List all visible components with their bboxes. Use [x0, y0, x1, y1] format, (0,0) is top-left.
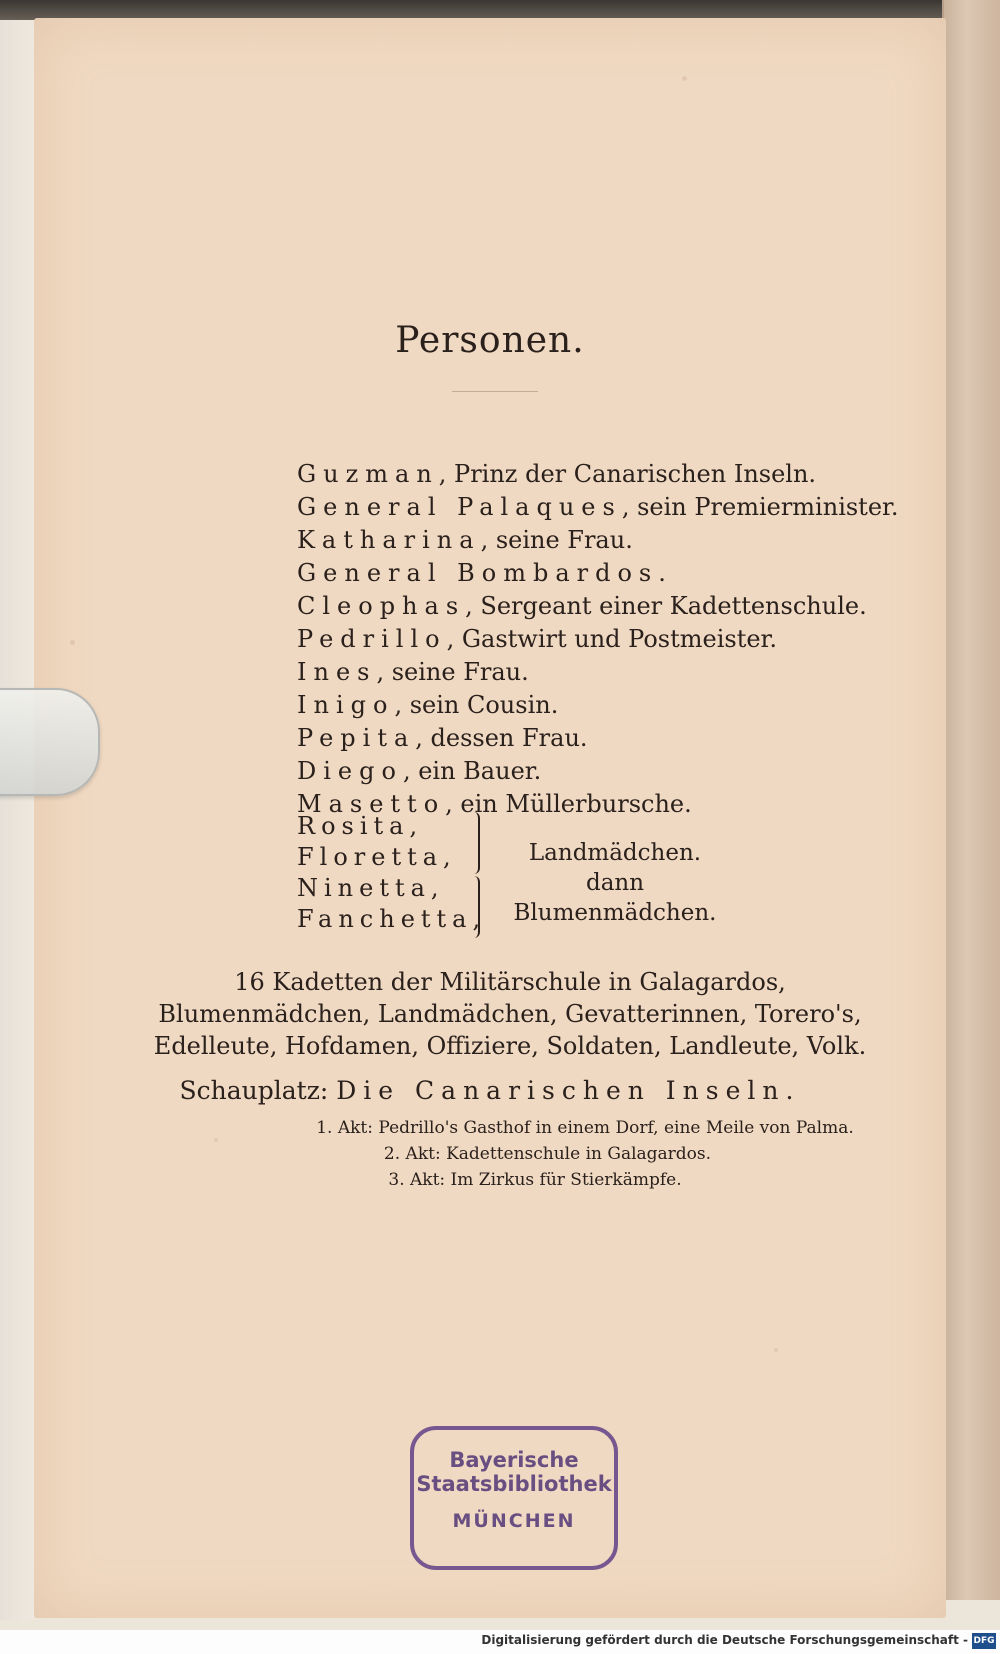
cast-entry — [297, 460, 816, 488]
character-name: Ines — [297, 658, 377, 686]
character-name: Masetto — [297, 790, 446, 818]
title-rule — [452, 391, 538, 392]
scene-line — [34, 1076, 946, 1105]
character-name: Inigo — [297, 691, 395, 719]
character-name: Cleophas — [297, 592, 466, 620]
cast-entry — [297, 526, 633, 554]
act-line: 3. Akt: Im Zirkus für Stierkämpfe. — [388, 1170, 682, 1190]
library-stamp — [410, 1426, 618, 1570]
character-role: , Sergeant einer Kadettenschule. — [465, 592, 867, 620]
character-role: , sein Premierminister. — [621, 493, 899, 521]
previous-page-edge — [0, 20, 36, 1620]
acts-list — [34, 1115, 946, 1193]
character-role: , seine Frau. — [376, 658, 529, 686]
character-name: Ninetta, — [297, 874, 445, 902]
scene-text: Die Canarischen Inseln. — [336, 1076, 801, 1105]
character-group — [297, 812, 486, 936]
page-content — [34, 18, 946, 1618]
cast-entry — [297, 625, 777, 653]
character-name: Diego — [297, 757, 403, 785]
character-role: , Prinz der Canarischen Inseln. — [438, 460, 817, 488]
dfg-logo: DFG — [972, 1633, 996, 1649]
group-role-line: Landmädchen. — [528, 840, 702, 866]
group-role — [510, 838, 720, 928]
cast-entry — [297, 658, 529, 686]
cast-entry — [297, 724, 588, 752]
character-role: . — [658, 559, 666, 587]
character-name: Rosita, — [297, 812, 424, 840]
act-line: 1. Akt: Pedrillo's Gasthof in einem Dorf, eine Meile von Palma. — [316, 1118, 854, 1138]
group-brace — [468, 812, 480, 874]
character-name: Pedrillo — [297, 625, 447, 653]
character-name: Guzman — [297, 460, 439, 488]
digitization-footer — [0, 1630, 1000, 1654]
group-brace — [468, 876, 480, 938]
cast-entry — [297, 691, 558, 719]
character-role: , ein Bauer. — [402, 757, 542, 785]
act-line: 2. Akt: Kadettenschule in Galagardos. — [383, 1144, 712, 1164]
stamp-line: MÜNCHEN — [452, 1510, 576, 1532]
group-role-line: dann — [585, 870, 645, 896]
character-role: , Gastwirt und Postmeister. — [446, 625, 778, 653]
footer-text: Digitalisierung gefördert durch die Deutsche Forschungsgemeinschaft - — [481, 1633, 968, 1647]
character-name: Floretta, — [297, 843, 457, 871]
character-name: Pepita — [297, 724, 416, 752]
character-role: , dessen Frau. — [415, 724, 588, 752]
extras-list: 16 Kadetten der Militärschule in Galagardos, Blumenmädchen, Landmädchen, Gevatterinnen, Torero's, Edelleute, Hofdamen, Offiziere, Soldaten, Landleute, Volk. — [153, 968, 867, 1060]
stamp-line: Bayerische — [449, 1448, 579, 1472]
character-role: , ein Müllerbursche. — [445, 790, 692, 818]
character-name: Katharina — [297, 526, 481, 554]
cast-entry — [297, 493, 899, 521]
stamp-line: Staatsbibliothek — [416, 1472, 612, 1496]
character-name: General Bombardos — [297, 559, 659, 587]
cast-entry — [297, 757, 541, 785]
character-name: General Palaques — [297, 493, 622, 521]
character-role: , sein Cousin. — [394, 691, 559, 719]
cast-entry — [297, 592, 867, 620]
scene-label: Schauplatz: — [179, 1076, 329, 1105]
character-name: Fanchetta, — [297, 905, 487, 933]
page-title: Personen. — [395, 320, 585, 361]
cast-entry — [297, 559, 666, 587]
group-role-line: Blumenmädchen. — [513, 900, 717, 926]
character-role: , seine Frau. — [480, 526, 633, 554]
book-fore-edge — [942, 0, 1000, 1600]
